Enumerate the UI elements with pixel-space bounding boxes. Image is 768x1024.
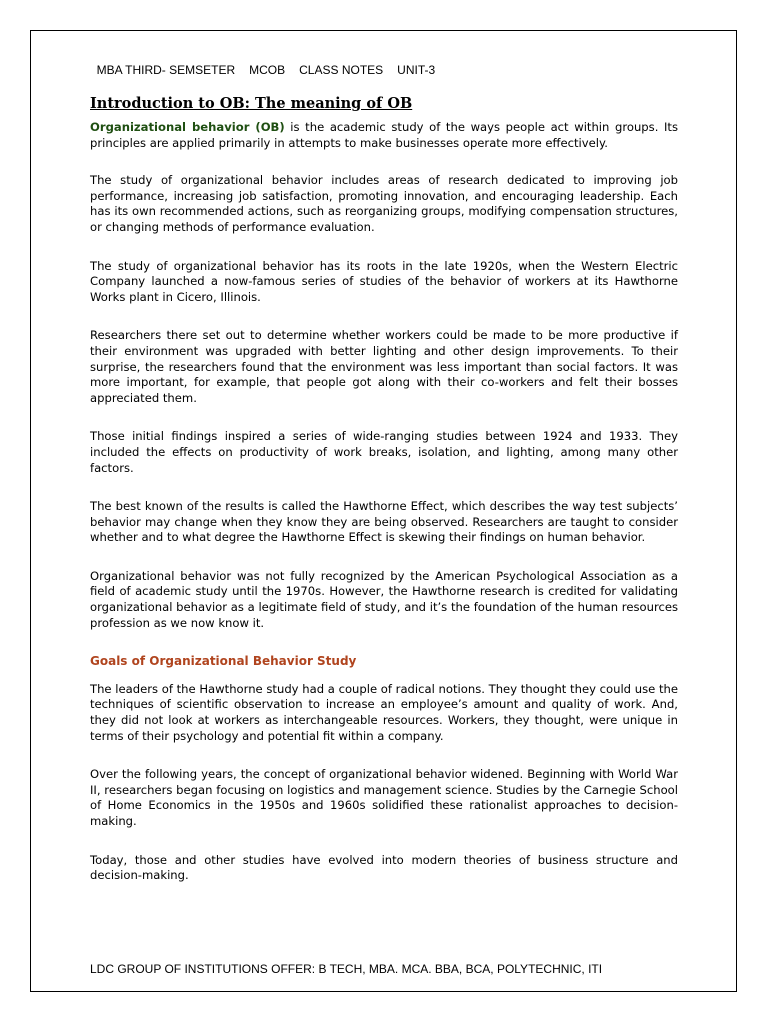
goals-paragraph: Over the following years, the concept of organizational behavior widened. Beginning with World War II, researchers began focusing on logistics and management science. Studies by the Carnegie School of Home Economics in the 1950s and 1960s solidified these rationalist approaches to decision-making.: [90, 767, 678, 828]
intro-text: is the academic study of the ways people act within groups. Its principles are applied primarily in attempts to make businesses operate more effectively.: [90, 120, 678, 150]
intro-term: Organizational behavior (OB): [90, 120, 285, 134]
page-header: [90, 49, 449, 77]
intro-paragraph: [90, 120, 678, 151]
page-footer: LDC GROUP OF INSTITUTIONS OFFER: B TECH, MBA. MCA. BBA, BCA, POLYTECHNIC, ITI: [90, 962, 603, 976]
header-subject: MCOB: [249, 63, 286, 77]
header-program: MBA THIRD- SEMSETER: [96, 63, 236, 77]
paragraph: The best known of the results is called the Hawthorne Effect, which describes the way test subjects’ behavior may change when they know they are being observed. Researchers are taught to consider whether and to what degree the Hawthorne Effect is skewing their findings on human behavior.: [90, 499, 678, 545]
goals-heading: Goals of Organizational Behavior Study: [90, 654, 357, 669]
goals-paragraph: Today, those and other studies have evolved into modern theories of business structure and decision-making.: [90, 852, 678, 883]
paragraph: The study of organizational behavior has its roots in the late 1920s, when the Western Electric Company launched a now-famous series of studies of the behavior of workers at its Hawthorne Works plant in Cicero, Illinois.: [90, 258, 678, 304]
header-type: CLASS NOTES: [299, 63, 384, 77]
paragraph: The study of organizational behavior includes areas of research dedicated to improving job performance, increasing job satisfaction, promoting innovation, and encouraging leadership. Each has its own recommended actions, such as reorganizing groups, modifying compensation structures, or changing methods of performance evaluation.: [90, 173, 678, 234]
paragraph: Organizational behavior was not fully recognized by the American Psychological Association as a field of academic study until the 1970s. However, the Hawthorne research is credited for validating organizational behavior as a legitimate field of study, and it’s the foundation of the human resources profession as we now know it.: [90, 568, 678, 630]
paragraph: Those initial findings inspired a series of wide-ranging studies between 1924 and 1933. They included the effects on productivity of work breaks, isolation, and lighting, among many other factors.: [90, 429, 678, 475]
header-unit: UNIT-3: [397, 63, 436, 77]
page-title: Introduction to OB: The meaning of OB: [90, 95, 413, 112]
paragraph: Researchers there set out to determine whether workers could be made to be more productive if their environment was upgraded with better lighting and other design improvements. To their surprise, the researchers found that the environment was less important than social factors. It was more important, for example, that people got along with their co-workers and felt their bosses appreciated them.: [90, 328, 678, 405]
document-body: [90, 95, 678, 907]
goals-paragraph: The leaders of the Hawthorne study had a couple of radical notions. They thought they could use the techniques of scientific observation to increase an employee’s amount and quality of work. And, they did not look at workers as interchangeable resources. Workers, they thought, were unique in terms of their psychology and potential fit within a company.: [90, 681, 678, 743]
